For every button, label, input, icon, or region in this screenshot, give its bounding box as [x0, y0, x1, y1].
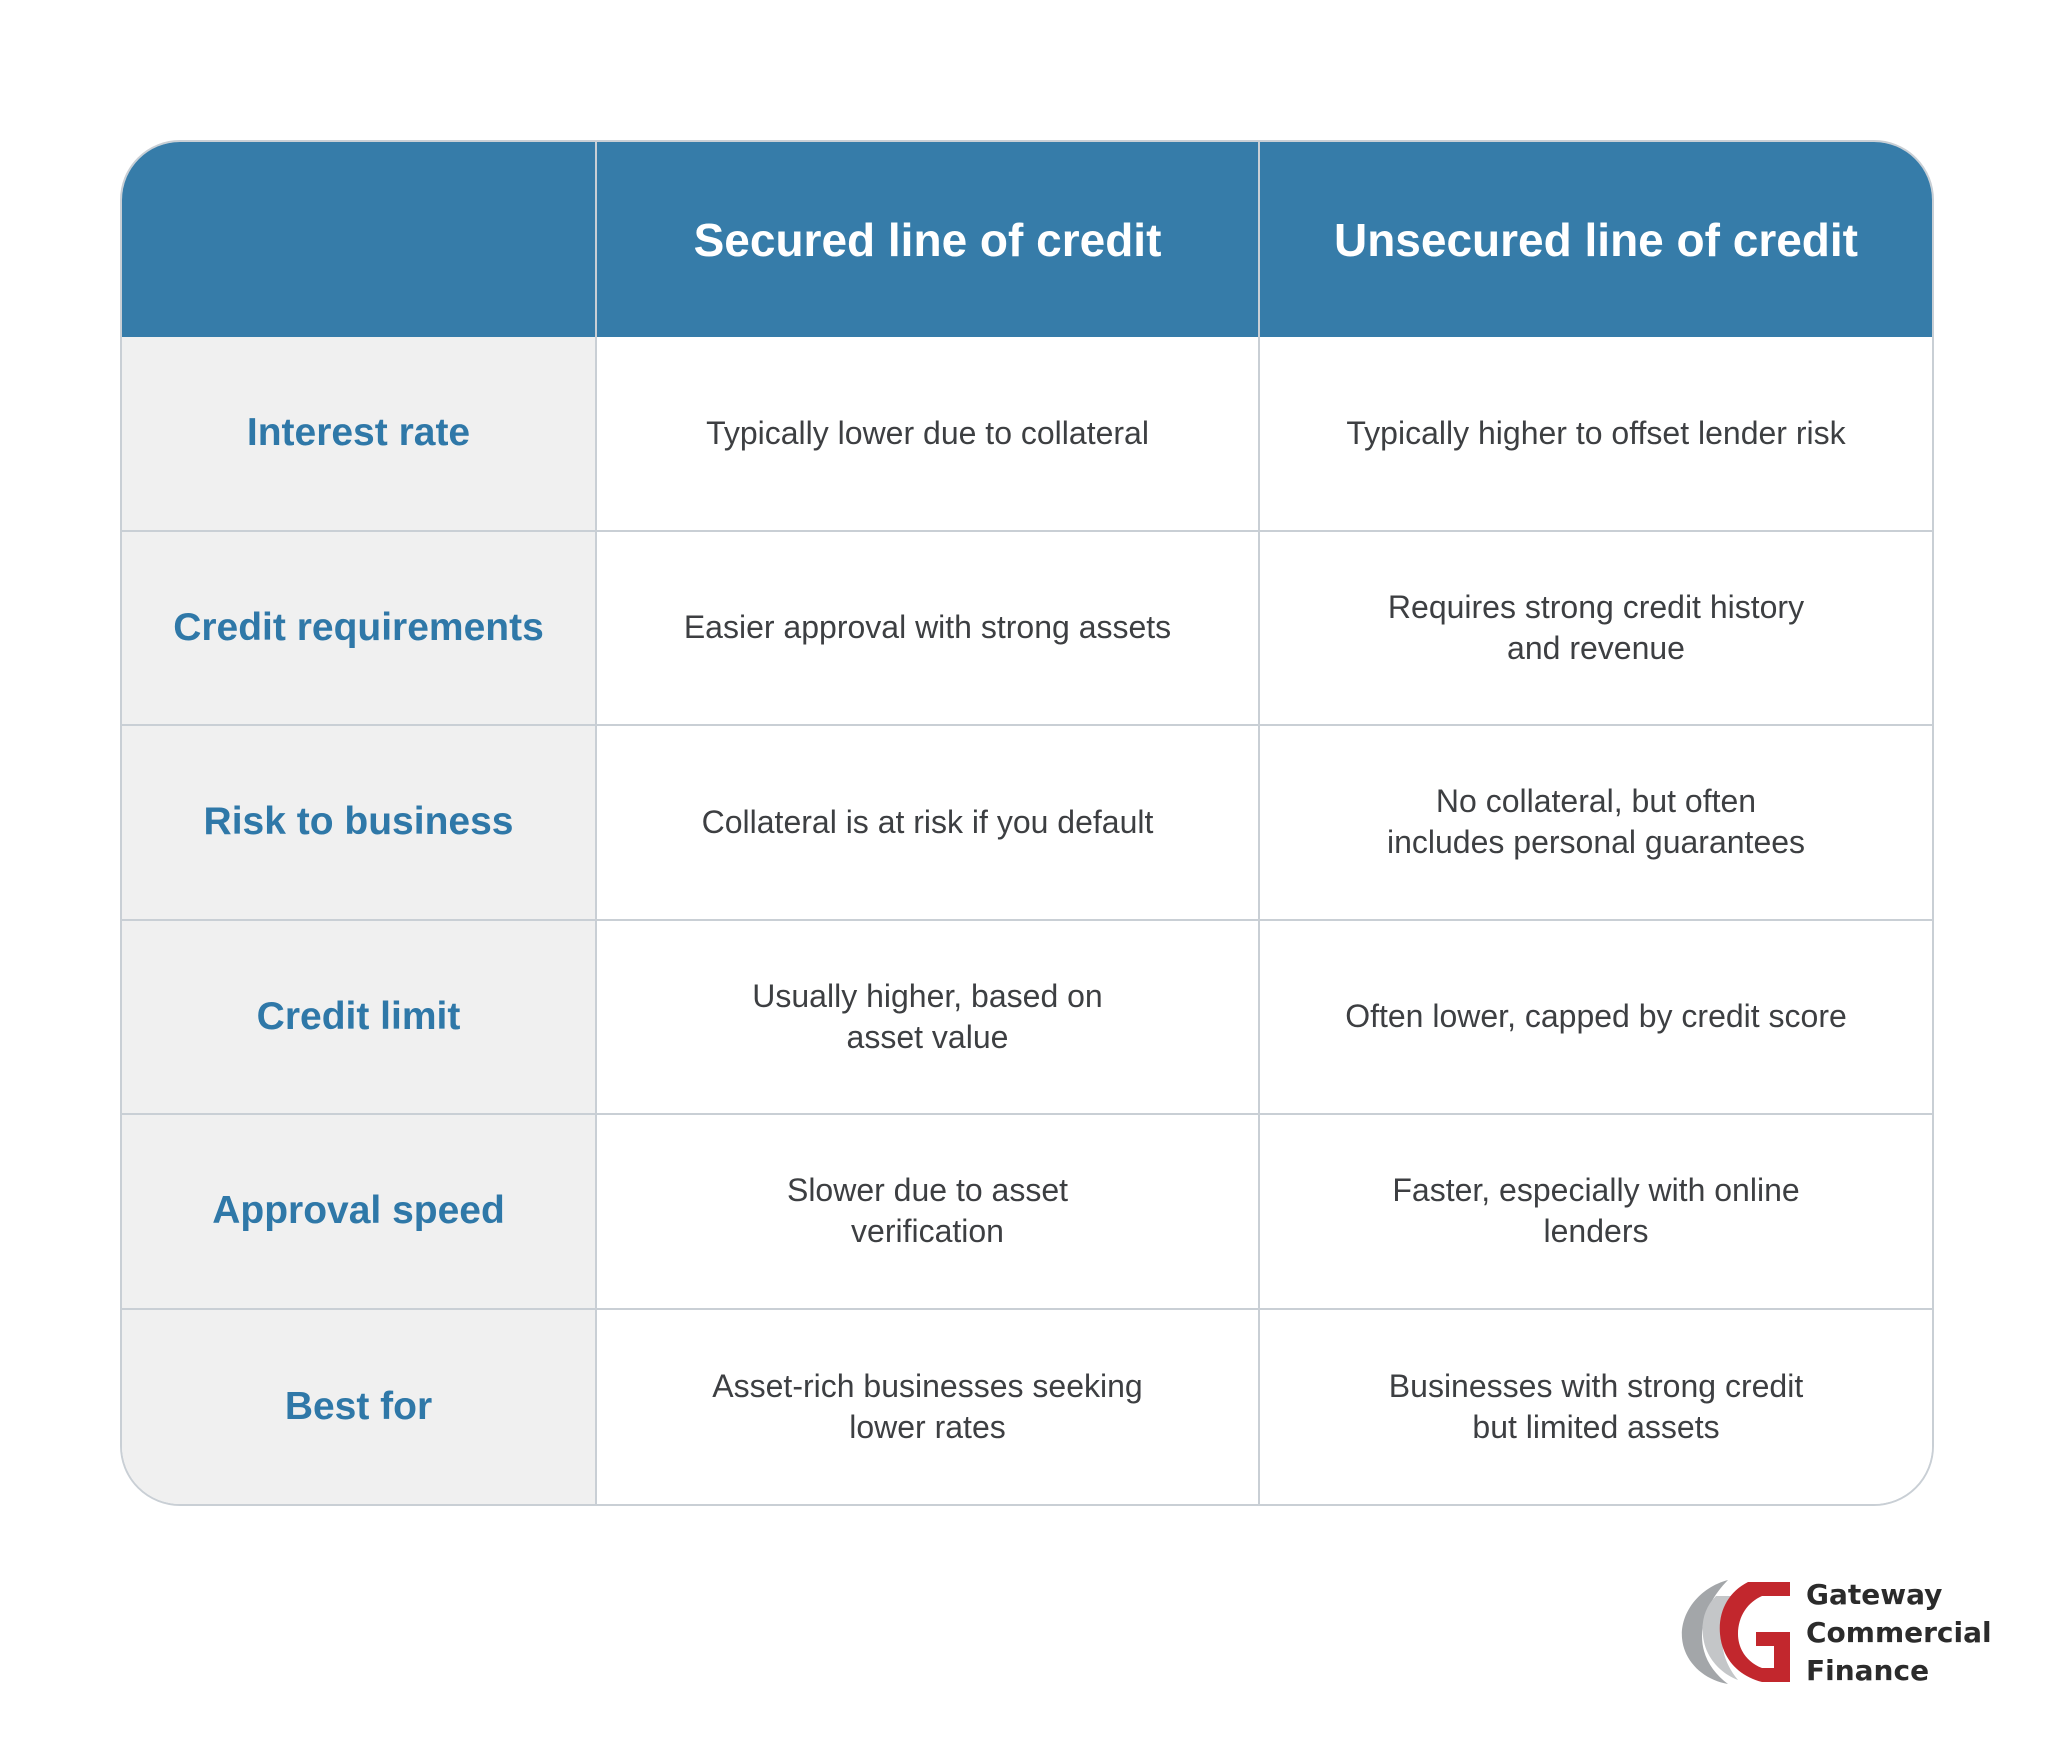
comparison-table — [120, 140, 1934, 1506]
logo-line-2: Commercial — [1806, 1616, 1992, 1649]
gateway-g-logo-icon — [1676, 1576, 1792, 1686]
row-label-approval-speed: Approval speed — [122, 1115, 597, 1310]
row-label-credit-limit: Credit limit — [122, 921, 597, 1116]
cell-secured-risk-to-business: Collateral is at risk if you default — [597, 726, 1260, 921]
row-label-risk-to-business: Risk to business — [122, 726, 597, 921]
logo-line-1: Gateway — [1806, 1578, 1943, 1611]
cell-unsecured-credit-requirements: Requires strong credit history and revenue — [1260, 532, 1932, 727]
row-label-credit-requirements: Credit requirements — [122, 532, 597, 727]
cell-secured-credit-limit: Usually higher, based on asset value — [597, 921, 1260, 1116]
cell-unsecured-credit-limit: Often lower, capped by credit score — [1260, 921, 1932, 1116]
company-logo — [1676, 1576, 1992, 1687]
cell-unsecured-interest-rate: Typically higher to offset lender risk — [1260, 337, 1932, 532]
logo-wordmark — [1806, 1576, 1992, 1690]
header-corner-cell — [122, 142, 597, 337]
header-unsecured: Unsecured line of credit — [1260, 142, 1932, 337]
row-label-interest-rate: Interest rate — [122, 337, 597, 532]
cell-secured-interest-rate: Typically lower due to collateral — [597, 337, 1260, 532]
cell-secured-approval-speed: Slower due to asset verification — [597, 1115, 1260, 1310]
cell-unsecured-best-for: Businesses with strong credit but limited assets — [1260, 1310, 1932, 1505]
row-label-best-for: Best for — [122, 1310, 597, 1505]
comparison-grid — [122, 142, 1932, 1504]
header-secured: Secured line of credit — [597, 142, 1260, 337]
cell-secured-credit-requirements: Easier approval with strong assets — [597, 532, 1260, 727]
cell-unsecured-risk-to-business: No collateral, but often includes personal guarantees — [1260, 726, 1932, 921]
cell-secured-best-for: Asset-rich businesses seeking lower rates — [597, 1310, 1260, 1505]
cell-unsecured-approval-speed: Faster, especially with online lenders — [1260, 1115, 1932, 1310]
logo-line-3: Finance — [1806, 1654, 1930, 1687]
